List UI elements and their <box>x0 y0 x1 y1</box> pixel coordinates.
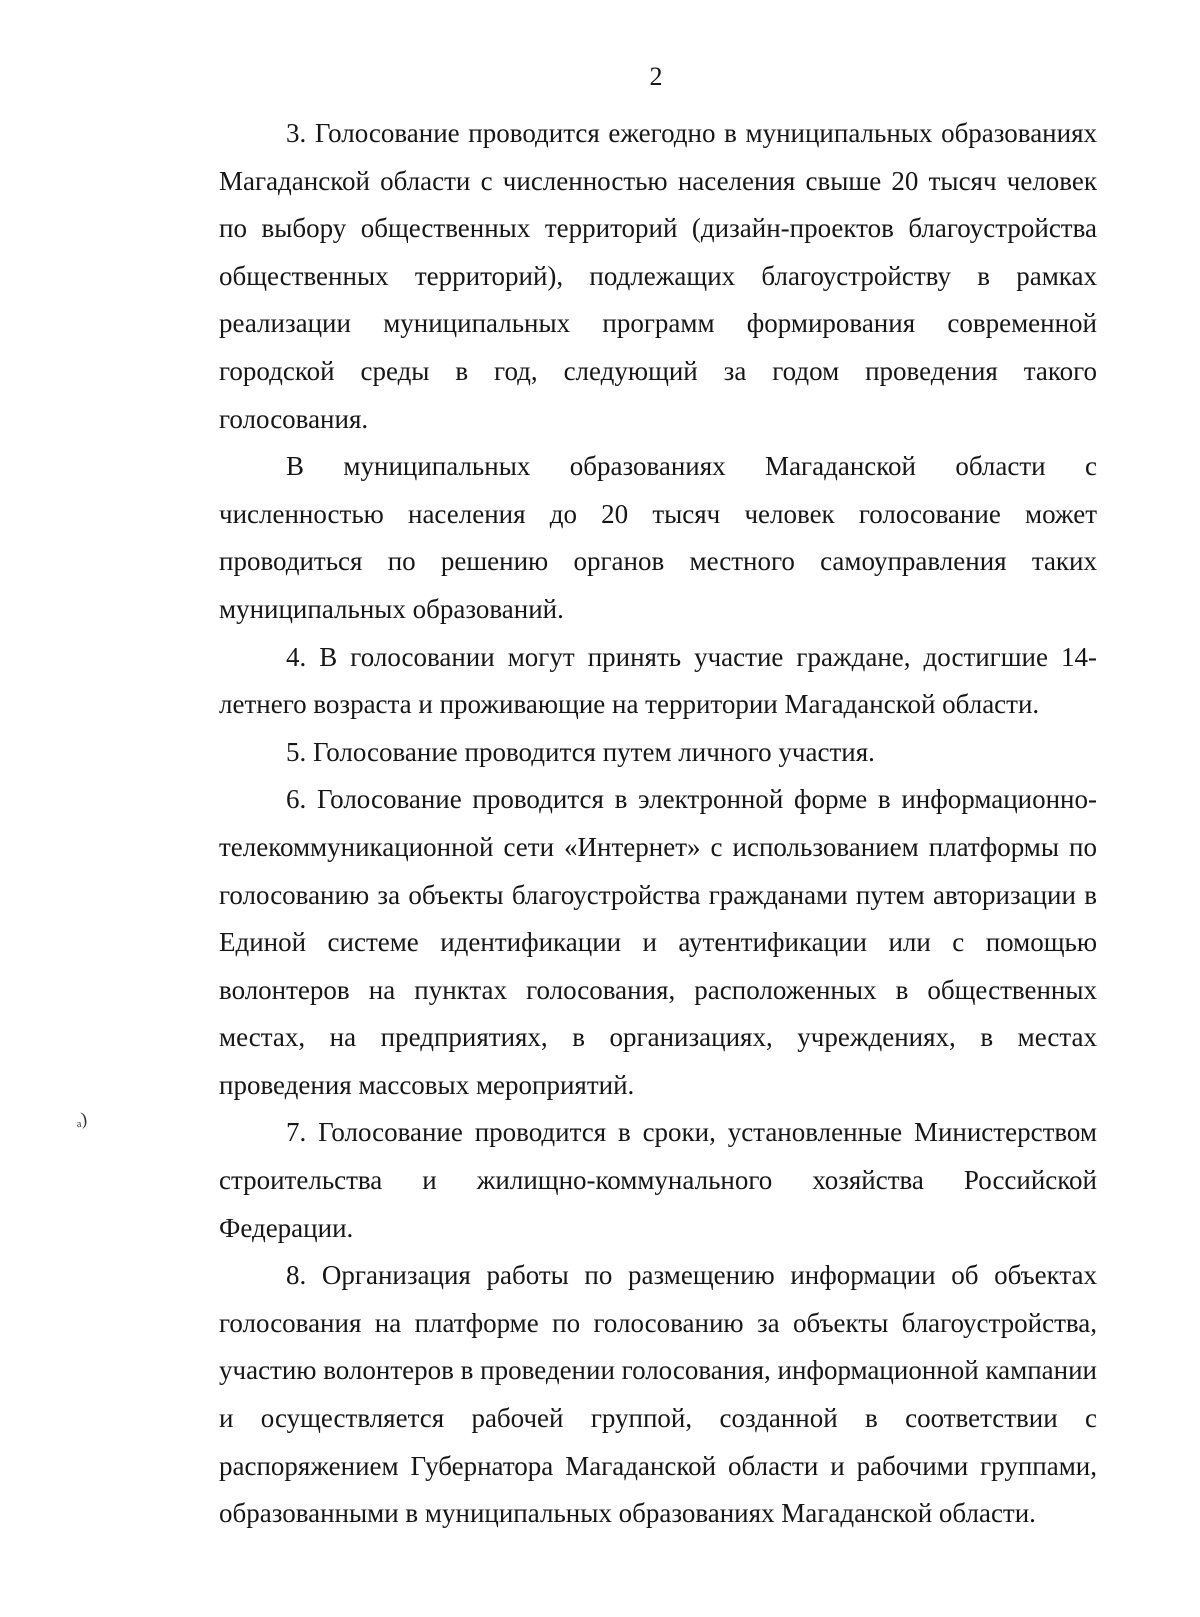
margin-handwritten-mark: ₐ) <box>74 1108 89 1130</box>
paragraph-3-continued: В муниципальных образованиях Магаданской области с численностью населения до 20 тысяч человек голосование может проводиться по решению органов местного самоуправления таких муниципальных образований. <box>219 451 1097 624</box>
paragraph-8: 8. Организация работы по размещению информации об объектах голосования на платформе по голосованию за объекты благоустройства, участию волонтеров в проведении голосования, информационной кампании и осуществляется рабочей группой, созданной в соответствии с распоряжением Губернатора Магаданской области и рабочими группами, образованными в муниципальных образованиях Магаданской области. <box>219 1260 1097 1529</box>
document-body <box>219 110 1097 1538</box>
paragraph-4: 4. В голосовании могут принять участие граждане, достигшие 14-летнего возраста и проживающие на территории Магаданской области. <box>219 641 1097 720</box>
paragraph-5: 5. Голосование проводится путем личного участия. <box>286 736 875 767</box>
page-number: 2 <box>649 62 663 91</box>
paragraph-7: 7. Голосование проводится в сроки, установленные Министерством строительства и жилищно-коммунального хозяйства Российской Федерации. <box>219 1117 1097 1243</box>
paragraph-6: 6. Голосование проводится в электронной форме в информационно-телекоммуникационной сети «Интернет» с использованием платформы по голосованию за объекты благоустройства гражданами путем авторизации в Единой системе идентификации и аутентификации или с помощью волонтеров на пунктах голосования, расположенных в общественных местах, на предприятиях, в организациях, учреждениях, в местах проведения массовых мероприятий. <box>219 784 1097 1100</box>
paragraph-3: 3. Голосование проводится ежегодно в муниципальных образованиях Магаданской области с численностью населения свыше 20 тысяч человек по выбору общественных территорий (дизайн-проектов благоустройства общественных территорий), подлежащих благоустройству в рамках реализации муниципальных программ формирования современной городской среды в год, следующий за годом проведения такого голосования. <box>219 118 1097 434</box>
